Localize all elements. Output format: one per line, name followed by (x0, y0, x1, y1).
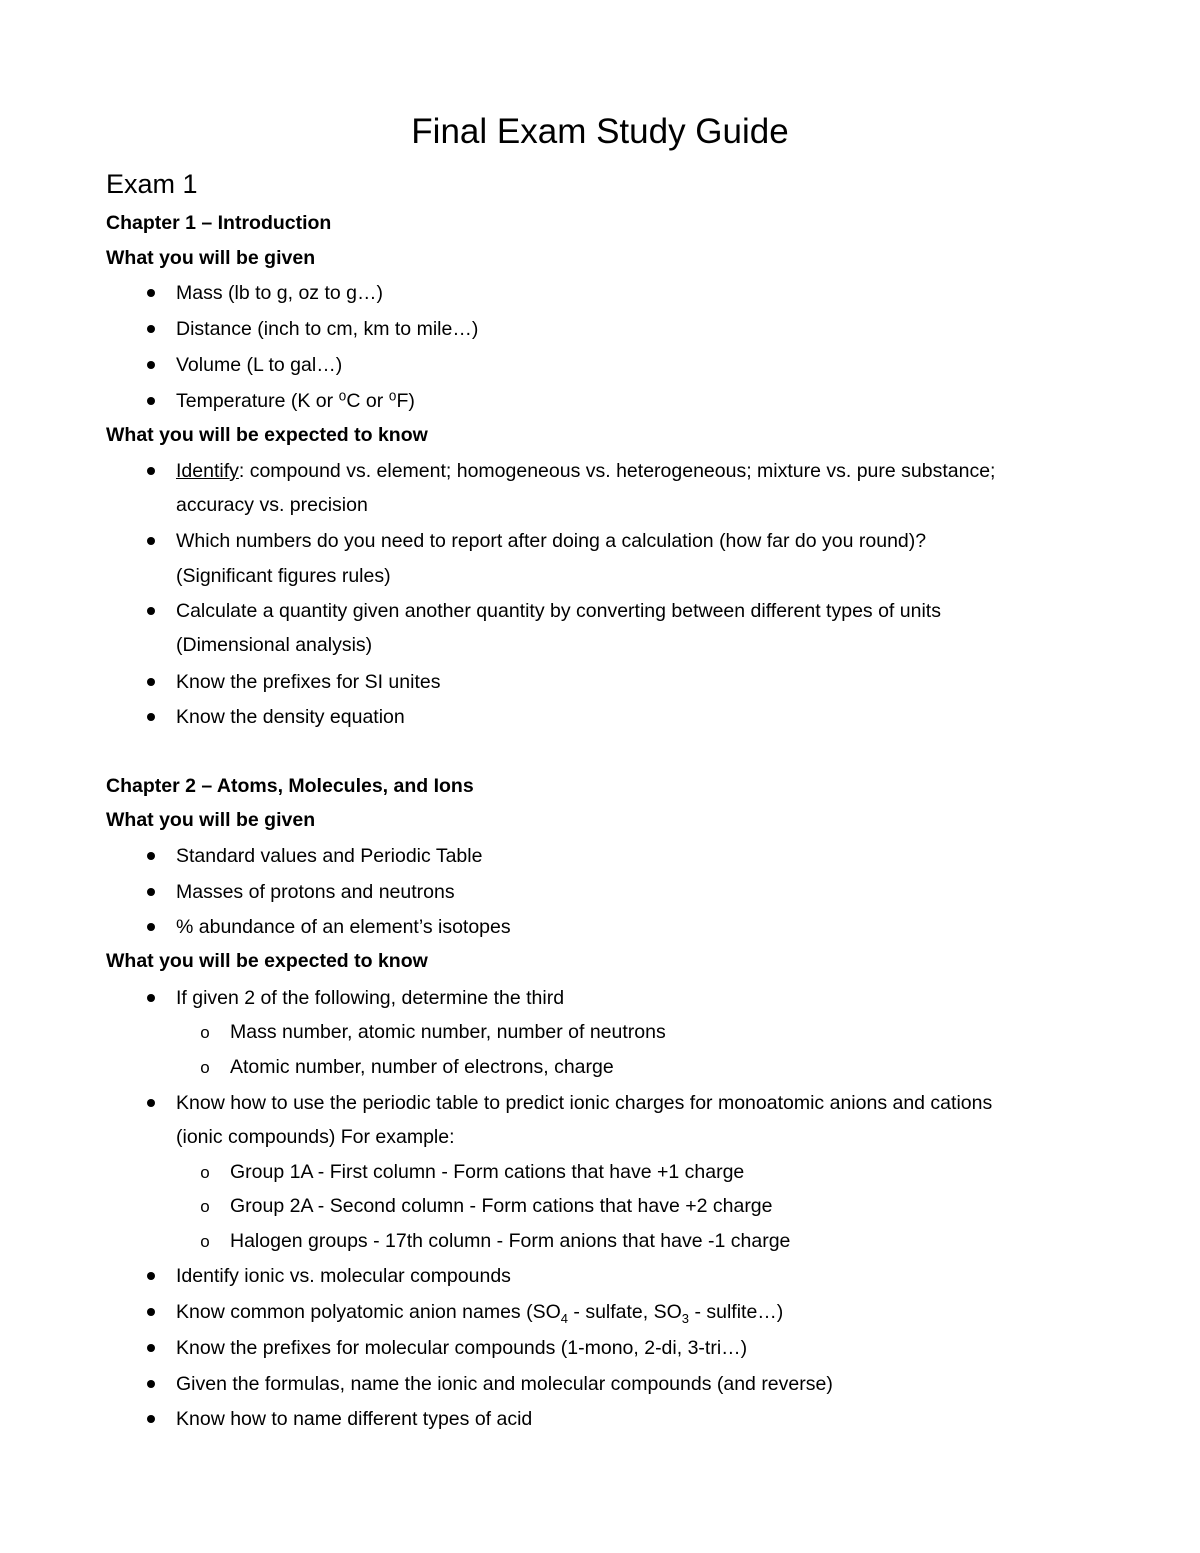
hollow-bullet-icon: o (200, 1197, 210, 1216)
list-item-text: Know how to name different types of acid (176, 1408, 533, 1430)
hollow-bullet-icon: o (200, 1232, 210, 1251)
list-item-text: Distance (inch to cm, km to mile…) (176, 318, 479, 340)
list-item (176, 1086, 992, 1121)
list-item-text: Standard values and Periodic Table (176, 845, 483, 867)
list-item-continuation: (Dimensional analysis) (176, 634, 373, 656)
list-item (176, 312, 478, 347)
sub-list-item (200, 1189, 773, 1224)
sub-list-item-text: Group 2A - Second column - Form cations that have +2 charge (230, 1195, 773, 1217)
sub-list-item-text: Atomic number, number of electrons, charge (230, 1056, 614, 1078)
list-item-text: Know common polyatomic anion names ($SO_4$ - sulfate, $SO_3$ - sulfite…) (176, 1301, 784, 1326)
sub-list-item (200, 1155, 745, 1190)
chapter2-know-heading: What you will be expected to know (106, 950, 428, 972)
hollow-bullet-icon: o (200, 1163, 210, 1182)
list-item-text: Know the prefixes for molecular compounds (1-mono, 2-di, 3-tri…) (176, 1337, 748, 1359)
sub-list-item (200, 1050, 614, 1085)
list-item (176, 348, 342, 383)
list-item (176, 1402, 532, 1437)
list-item-text: Volume (L to gal…) (176, 354, 343, 376)
list-item (176, 524, 926, 559)
list-item-text: Masses of protons and neutrons (176, 881, 455, 903)
exam-heading: Exam 1 (106, 169, 198, 199)
list-item-text: Identify ionic vs. molecular compounds (176, 1265, 511, 1287)
identify-word: Identify (176, 460, 239, 482)
list-item-text: : compound vs. element; homogeneous vs. heterogeneous; mixture vs. pure substance; (238, 460, 996, 482)
list-item (176, 384, 415, 419)
list-item-text: Know the density equation (176, 706, 405, 728)
list-item-text: If given 2 of the following, determine the third (176, 987, 565, 1009)
chapter1-know-heading: What you will be expected to know (106, 424, 428, 446)
list-item-text: Mass (lb to g, oz to g…) (176, 282, 383, 304)
list-item (176, 1259, 511, 1294)
chapter2-given-heading: What you will be given (106, 809, 316, 831)
sub-list-item (200, 1015, 666, 1050)
list-item (176, 981, 564, 1016)
list-item-text: Know the prefixes for SI unites (176, 671, 441, 693)
sub-list-item-text: Halogen groups - 17th column - Form anions that have -1 charge (230, 1230, 791, 1252)
chapter2-heading: Chapter 2 – Atoms, Molecules, and Ions (106, 775, 474, 797)
list-item (176, 875, 455, 910)
list-item (176, 665, 440, 700)
sub-list-item-text: Group 1A - First column - Form cations that have +1 charge (230, 1161, 745, 1183)
list-item (176, 839, 482, 874)
hollow-bullet-icon: o (200, 1058, 210, 1077)
list-item (176, 276, 383, 311)
list-item (176, 594, 941, 629)
list-item (176, 1367, 833, 1402)
list-item-continuation: accuracy vs. precision (176, 494, 368, 516)
list-item-continuation: (ionic compounds) For example: (176, 1126, 455, 1148)
list-item-text: Know how to use the periodic table to predict ionic charges for monoatomic anions and cations (176, 1092, 993, 1114)
list-item-continuation: (Significant figures rules) (176, 565, 391, 587)
document-title: Final Exam Study Guide (411, 112, 789, 151)
list-item-text: Which numbers do you need to report after doing a calculation (how far do you round)? (176, 530, 927, 552)
list-item (176, 700, 405, 735)
list-item (176, 910, 511, 945)
list-item (176, 1331, 747, 1366)
list-item (176, 1295, 783, 1330)
list-item-text: Calculate a quantity given another quantity by converting between different types of units (176, 600, 941, 622)
chapter1-heading: Chapter 1 – Introduction (106, 212, 332, 234)
list-item-text: Given the formulas, name the ionic and molecular compounds (and reverse) (176, 1373, 833, 1395)
sub-list-item (200, 1224, 791, 1259)
chapter1-given-heading: What you will be given (106, 247, 316, 269)
list-item (176, 454, 995, 489)
list-item-text: Temperature (K or ⁰C or ⁰F) (176, 390, 415, 412)
list-item-text: % abundance of an element’s isotopes (176, 916, 511, 938)
sub-list-item-text: Mass number, atomic number, number of neutrons (230, 1021, 666, 1043)
hollow-bullet-icon: o (200, 1023, 210, 1042)
